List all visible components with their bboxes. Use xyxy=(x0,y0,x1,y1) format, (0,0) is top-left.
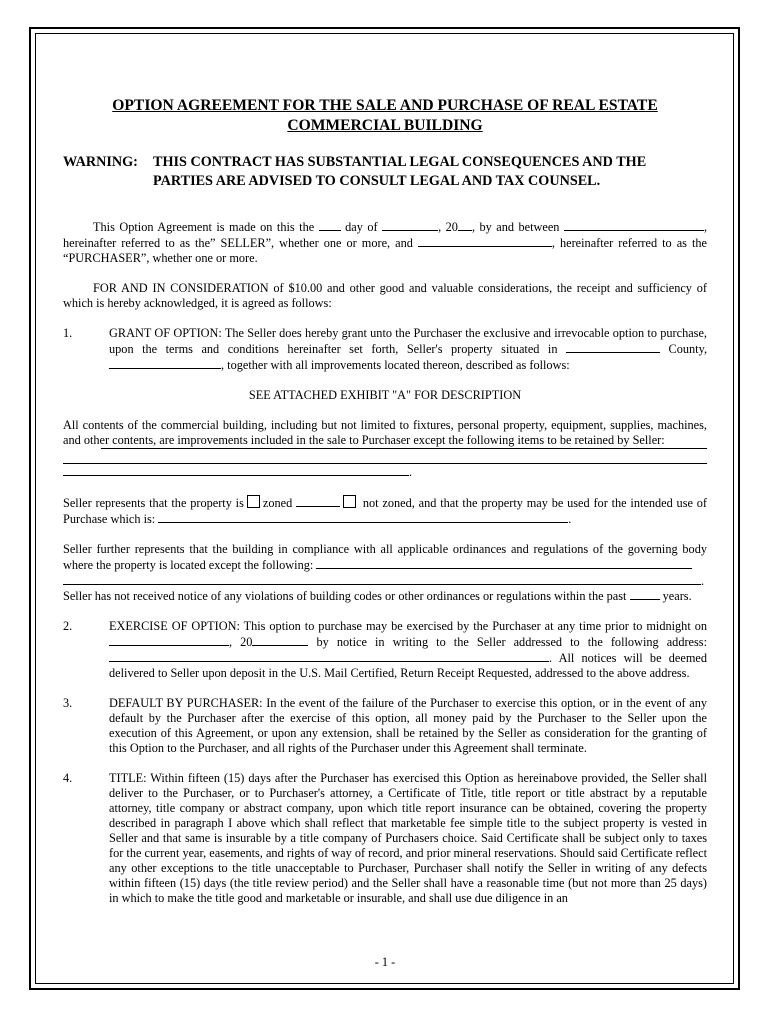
zoning-paragraph xyxy=(63,495,707,527)
section-2 xyxy=(63,619,707,681)
violations-paragraph xyxy=(63,588,707,604)
exercise-date-blank[interactable] xyxy=(109,634,229,646)
compliance-exceptions-blank-1[interactable] xyxy=(316,557,692,569)
zoning-type-blank[interactable] xyxy=(296,495,340,507)
compliance-exceptions-blank-2[interactable] xyxy=(63,573,701,585)
exhibit-reference: SEE ATTACHED EXHIBIT "A" FOR DESCRIPTION xyxy=(248,388,522,402)
violations-text-b: years. xyxy=(662,589,692,603)
section-1-number: 1. xyxy=(63,326,73,340)
intro-text-b: day of xyxy=(345,220,378,234)
section-2-text-b: , 20 xyxy=(229,635,253,649)
purchaser-name-blank[interactable] xyxy=(418,235,552,247)
zoning-text-c: not zoned, and that the property may be used for the intended use of Purchase which is: xyxy=(63,496,707,526)
retained-items-line-2[interactable] xyxy=(63,449,707,464)
year-blank[interactable] xyxy=(458,219,472,231)
document-title-line2: COMMERCIAL BUILDING xyxy=(287,117,483,134)
section-1 xyxy=(63,326,707,373)
section-2-text-c: by notice in writing to the Seller addressed to the following address: xyxy=(316,635,708,649)
seller-name-blank[interactable] xyxy=(564,219,704,231)
intro-text-c: , 20 xyxy=(438,220,458,234)
consideration-paragraph: FOR AND IN CONSIDERATION of $10.00 and other good and valuable considerations, the receipt and sufficiency of which is hereby acknowledged, it is agreed as follows: xyxy=(63,281,707,310)
intro-text-a: This Option Agreement is made on this the xyxy=(93,220,315,234)
retained-items-period: . xyxy=(409,465,413,479)
intro-text-f: hereinafter referred to as the” SELLER”, whether one or more, and xyxy=(63,236,413,250)
violation-years-blank[interactable] xyxy=(630,588,660,600)
section-1-text-c: , together with all improvements located thereon, described as follows: xyxy=(221,358,570,372)
compliance-period: . xyxy=(701,574,705,588)
section-4 xyxy=(63,771,707,906)
section-4-number: 4. xyxy=(63,771,73,785)
not-zoned-checkbox[interactable] xyxy=(343,495,356,508)
seller-address-blank[interactable] xyxy=(109,650,549,662)
month-blank[interactable] xyxy=(382,219,438,231)
zoned-checkbox[interactable] xyxy=(247,495,260,508)
section-3-text: DEFAULT BY PURCHASER: In the event of the failure of the Purchaser to exercise this option, or in the event of any default by the Purchaser after the exercise of this option, all money paid by the Purchaser to the Seller upon the execution of this Agreement, or upon any extension, shall be retained by the Seller as consideration for the granting of this Option to the Purchaser, and all rights of the Purchaser under this Agreement shall terminate. xyxy=(109,696,707,755)
section-3-number: 3. xyxy=(63,696,73,710)
compliance-paragraph xyxy=(63,542,707,573)
day-blank[interactable] xyxy=(319,219,341,231)
intro-text-d: , by and between xyxy=(471,220,560,234)
intro-paragraph xyxy=(63,219,707,266)
contents-paragraph xyxy=(63,418,707,448)
warning-block xyxy=(63,153,707,191)
section-2-text-a: EXERCISE OF OPTION: This option to purchase may be exercised by the Purchaser at any time prior to midnight on xyxy=(109,619,707,633)
section-2-text-d: . All notices will be deemed delivered to Seller upon deposit in the U.S. Mail Certified, Return Receipt Requested, addressed to the above address. xyxy=(109,651,707,680)
zoning-text-a: Seller represents that the property is xyxy=(63,496,244,510)
warning-text: THIS CONTRACT HAS SUBSTANTIAL LEGAL CONSEQUENCES AND THE PARTIES ARE ADVISED TO CONSULT LEGAL AND TAX COUNSEL. xyxy=(153,154,647,189)
document-title-line1: OPTION AGREEMENT FOR THE SALE AND PURCHASE OF REAL ESTATE xyxy=(112,97,658,114)
compliance-text: Seller further represents that the building in compliance with all applicable ordinances and regulations of the governing body where the property is located except the following: xyxy=(63,542,707,572)
section-4-text: TITLE: Within fifteen (15) days after the Purchaser has exercised this Option as hereinabove provided, the Seller shall deliver to the Purchaser, or to Purchaser's attorney, a Certificate of Title, title report or title abstract by a reputable attorney, title company or abstract company, upon which title report insurance can be obtained, covering the property described in paragraph I above which shall reflect that marketable fee simple title to the subject property is vested in Seller and that same is insurable by a title company of Purchasers choice. Said Certificate shall be subject only to taxes for the current year, easements, and rights of way of record, and prior mineral reservations. Should said Certificate reflect any other exceptions to the title unacceptable to Purchaser, Purchaser shall notify the Seller in writing of any defects within fifteen (15) days (the title review period) and the Seller shall have a reasonable time (but not more than 25 days) in which to make the title good and marketable or insurable, and shall use due diligence in an xyxy=(109,771,707,905)
intro-text-e: , xyxy=(703,220,708,234)
violations-text-a: Seller has not received notice of any violations of building codes or other ordinances or regulations within the past xyxy=(63,589,627,603)
county-blank[interactable] xyxy=(566,341,660,353)
section-2-number: 2. xyxy=(63,619,73,633)
warning-label: WARNING: xyxy=(63,154,138,170)
retained-items-line-3[interactable] xyxy=(63,464,409,476)
intended-use-blank[interactable] xyxy=(158,511,568,523)
intended-use-period: . xyxy=(568,512,572,526)
exercise-year-blank[interactable] xyxy=(252,634,308,646)
document-body xyxy=(63,96,707,906)
state-blank[interactable] xyxy=(109,357,221,369)
intro-text-g: , hereinafter referred to as the “PURCHASER”, whether one or more. xyxy=(63,236,707,265)
page-number: - 1 - xyxy=(374,955,396,969)
section-3 xyxy=(63,696,707,756)
zoning-text-b: zoned xyxy=(262,496,293,510)
section-1-text-a: GRANT OF OPTION: The Seller does hereby grant unto the Purchaser the exclusive and irrevocable option to purchase, upon the terms and conditions hereinafter set forth, Seller's property situated in xyxy=(109,326,707,356)
section-1-text-b: County, xyxy=(668,342,708,356)
contents-text: All contents of the commercial building, including but not limited to fixtures, personal property, equipment, supplies, machines, and other contents, are improvements included in the sale to Purchaser except the following items to be retained by Seller: xyxy=(63,418,707,447)
